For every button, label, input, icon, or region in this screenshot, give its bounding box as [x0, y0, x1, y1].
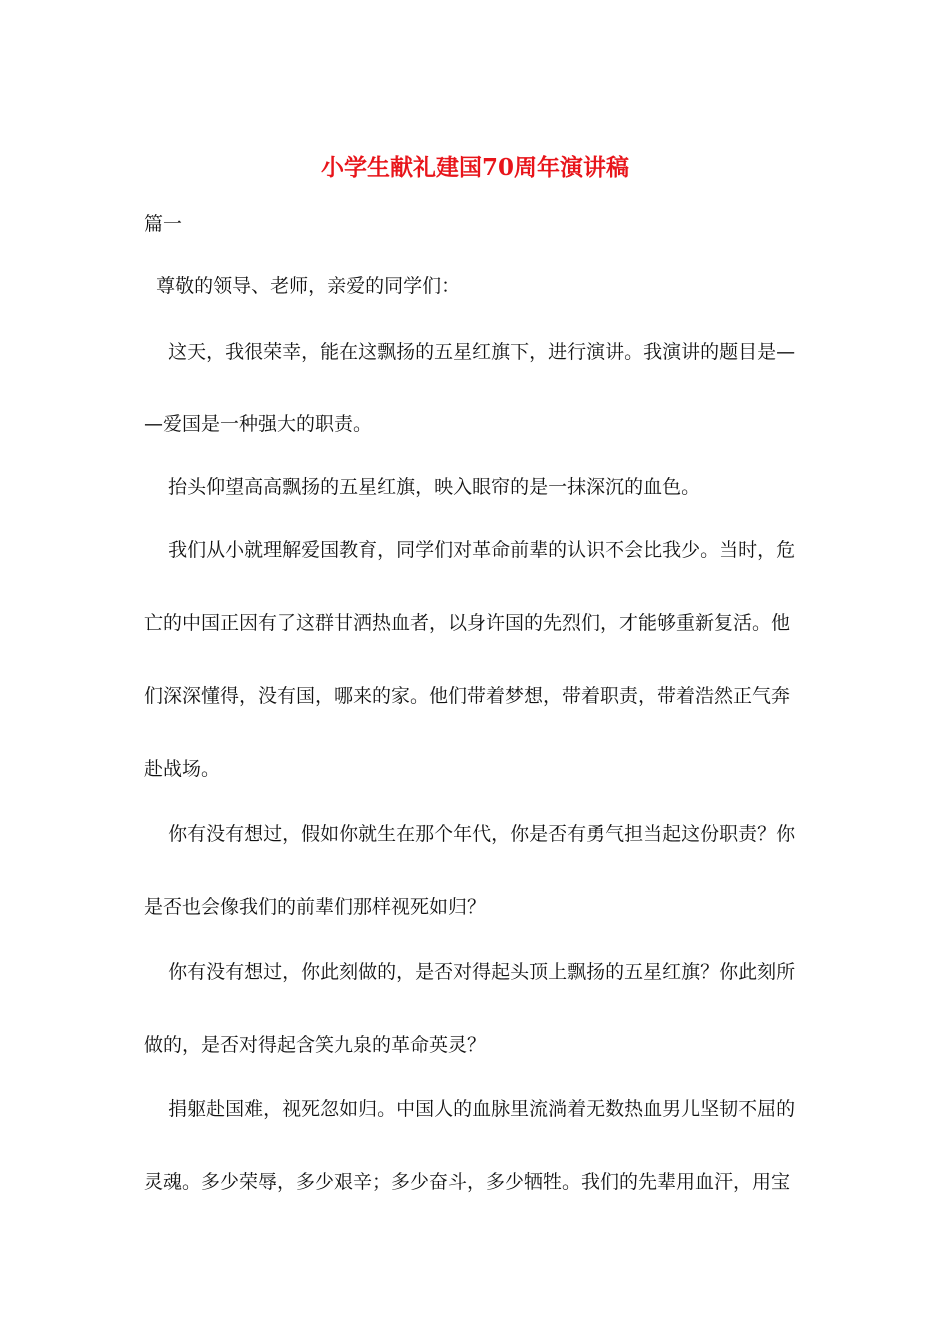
paragraph-line: —爱国是一种强大的职责。 [144, 413, 373, 435]
section-heading: 篇一 [144, 213, 183, 235]
paragraph-line: 我们从小就理解爱国教育，同学们对革命前辈的认识不会比我少。当时，危 [144, 539, 796, 561]
paragraph-line: 你有没有想过，你此刻做的，是否对得起头顶上飘扬的五星红旗？你此刻所 [144, 961, 796, 983]
paragraph-line: 赴战场。 [144, 758, 221, 780]
paragraph-line: 们深深懂得，没有国，哪来的家。他们带着梦想，带着职责，带着浩然正气奔 [144, 685, 791, 707]
paragraph-line: 这天，我很荣幸，能在这飘扬的五星红旗下，进行演讲。我演讲的题目是— [144, 341, 796, 363]
paragraph-line: 你有没有想过，假如你就生在那个年代，你是否有勇气担当起这份职责？你 [144, 823, 796, 845]
paragraph-line: 捐躯赴国难，视死忽如归。中国人的血脉里流淌着无数热血男儿坚韧不屈的 [144, 1098, 796, 1120]
paragraph-line: 亡的中国正因有了这群甘洒热血者，以身许国的先烈们，才能够重新复活。他 [144, 612, 791, 634]
document-title: 小学生献礼建国70周年演讲稿 [320, 154, 629, 181]
paragraph-line: 做的，是否对得起含笑九泉的革命英灵？ [144, 1034, 487, 1056]
salutation: 尊敬的领导、老师，亲爱的同学们： [144, 275, 461, 297]
paragraph-line: 抬头仰望高高飘扬的五星红旗，映入眼帘的是一抹深沉的血色。 [144, 476, 701, 498]
paragraph-line: 是否也会像我们的前辈们那样视死如归？ [144, 896, 487, 918]
paragraph-line: 灵魂。多少荣辱，多少艰辛；多少奋斗，多少牺牲。我们的先辈用血汗，用宝 [144, 1171, 791, 1193]
